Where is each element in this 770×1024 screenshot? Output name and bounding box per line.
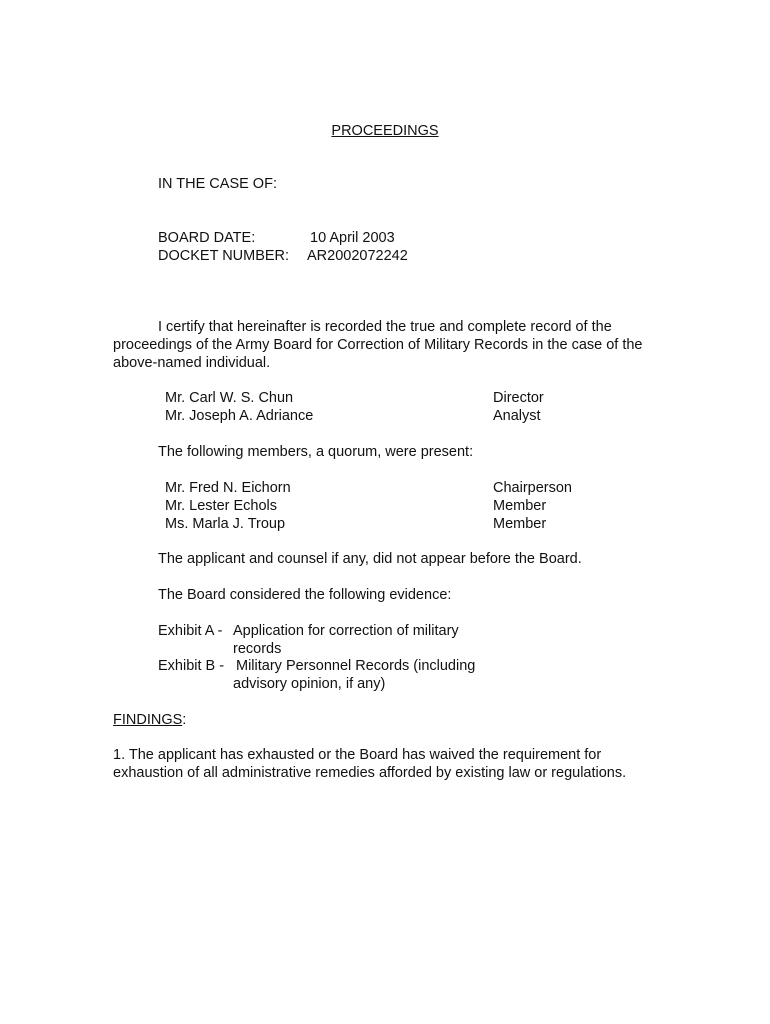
docket-number-label: DOCKET NUMBER: [158, 248, 290, 264]
finding-1-text: 1. The applicant has exhausted or the Board has waived the requirement for exhaustion of all administrative remedies afforded by existing law or regulations. [113, 747, 627, 781]
member-role: Chairperson [493, 480, 572, 496]
case-label: IN THE CASE OF: [158, 176, 277, 192]
board-date-value: 10 April 2003 [310, 230, 395, 246]
staff-role: Analyst [493, 408, 541, 424]
exhibit-a-label: Exhibit A - [158, 623, 223, 639]
member-name: Mr. Fred N. Eichorn [165, 480, 291, 496]
exhibit-b-text-cont: advisory opinion, if any) [233, 676, 386, 692]
findings-heading-text: FINDINGS [113, 712, 183, 728]
member-name: Ms. Marla J. Troup [165, 516, 286, 532]
finding-1-paragraph [113, 746, 658, 782]
quorum-text: The following members, a quorum, were present: [158, 444, 474, 460]
staff-name: Mr. Carl W. S. Chun [165, 390, 294, 406]
exhibit-b-label: Exhibit B - [158, 658, 225, 674]
findings-heading [113, 711, 186, 729]
evidence-text: The Board considered the following evidence: [158, 587, 452, 603]
certification-text: I certify that hereinafter is recorded the true and complete record of the proceedings of the Army Board for Correction of Military Records in the case of the above-named individual. [113, 319, 643, 371]
exhibit-b-text: Military Personnel Records (including [236, 658, 476, 674]
certification-paragraph [113, 318, 658, 372]
findings-colon: : [182, 712, 187, 728]
staff-role: Director [493, 390, 544, 406]
member-name: Mr. Lester Echols [165, 498, 278, 514]
staff-name: Mr. Joseph A. Adriance [165, 408, 314, 424]
member-role: Member [493, 516, 547, 532]
exhibit-a-text: Application for correction of military [233, 623, 459, 639]
appearance-text: The applicant and counsel if any, did not appear before the Board. [158, 551, 582, 567]
exhibit-a-text-cont: records [233, 641, 282, 657]
board-date-label: BOARD DATE: [158, 230, 256, 246]
docket-number-value: AR2002072242 [307, 248, 408, 264]
member-role: Member [493, 498, 547, 514]
page-title: PROCEEDINGS [331, 123, 439, 139]
